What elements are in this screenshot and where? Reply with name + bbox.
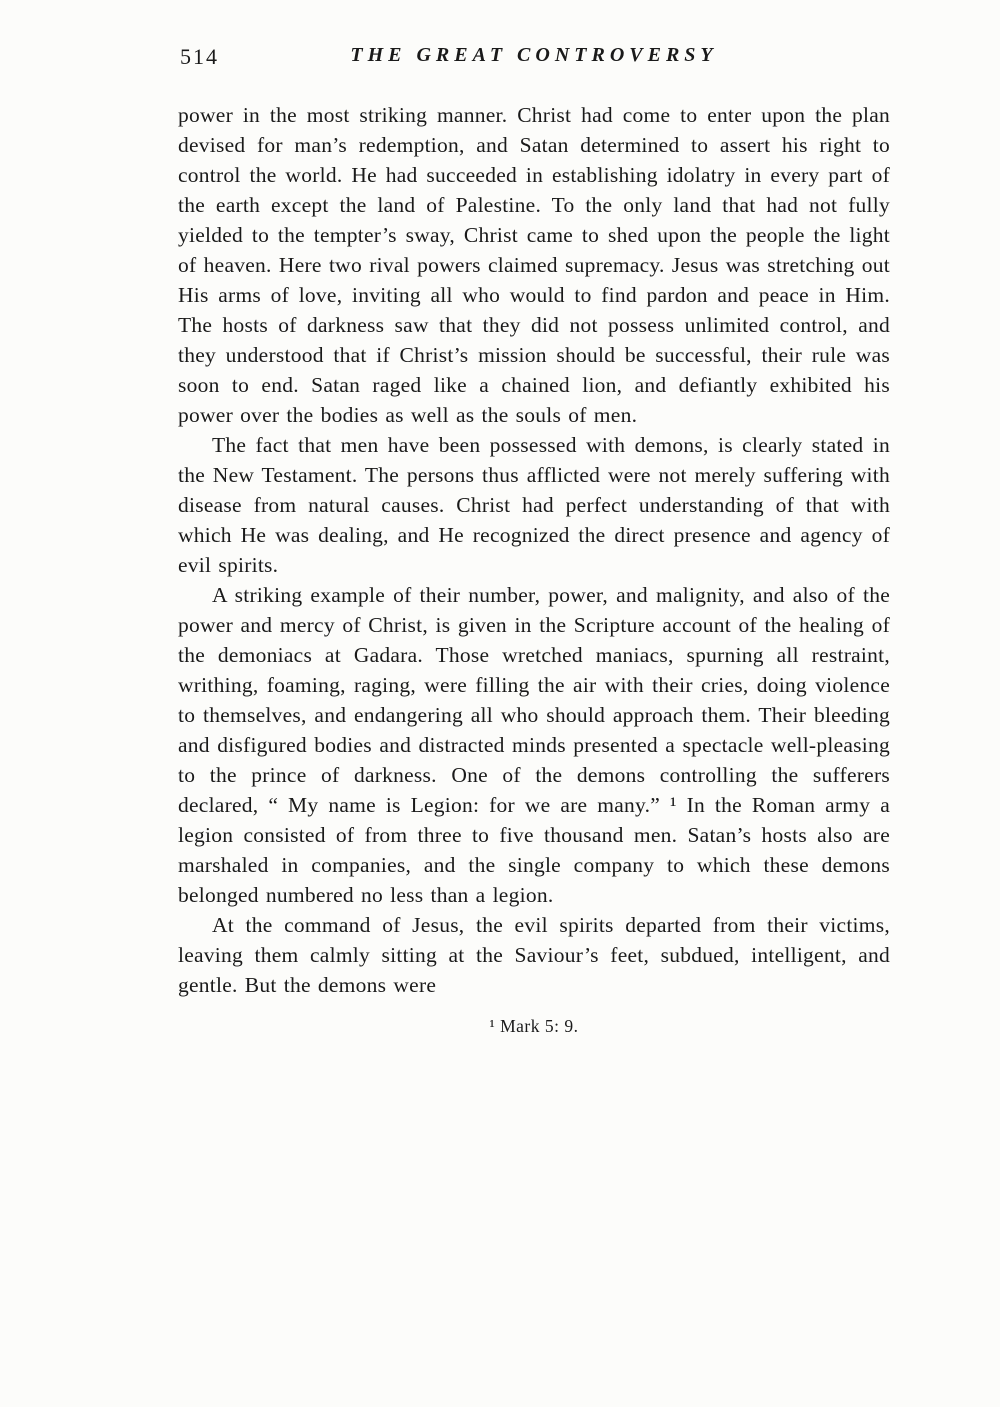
page-body: [178, 100, 890, 1000]
page-number: 514: [180, 44, 219, 69]
footnote: ¹ Mark 5: 9.: [489, 1016, 579, 1036]
paragraph: At the command of Jesus, the evil spirits departed from their victims, leaving them calmly sitting at the Saviour’s feet, subdued, intelligent, and gentle. But the demons were: [178, 913, 890, 997]
paragraph: power in the most striking manner. Christ had come to enter upon the plan devised for man’s redemption, and Satan determined to assert his right to control the world. He had succeeded in establishing idolatry in every part of the earth except the land of Palestine. To the only land that had not fully yielded to the tempter’s sway, Christ came to shed upon the people the light of heaven. Here two rival powers claimed supremacy. Jesus was stretching out His arms of love, inviting all who would to find pardon and peace in Him. The hosts of darkness saw that they did not possess unlimited control, and they understood that if Christ’s mission should be successful, their rule was soon to end. Satan raged like a chained lion, and defiantly exhibited his power over the bodies as well as the souls of men.: [178, 103, 890, 427]
running-title: THE GREAT CONTROVERSY: [350, 44, 718, 66]
paragraph: A striking example of their number, power, and malignity, and also of the power and mercy of Christ, is given in the Scripture account of the healing of the demoniacs at Gadara. Those wretched maniacs, spurning all restraint, writhing, foaming, raging, were filling the air with their cries, doing violence to themselves, and endangering all who should approach them. Their bleeding and disfigured bodies and distracted minds presented a spectacle well-pleasing to the prince of darkness. One of the demons controlling the sufferers declared, “ My name is Legion: for we are many.” ¹ In the Roman army a legion consisted of from three to five thousand men. Satan’s hosts also are marshaled in companies, and the single company to which these demons belonged numbered no less than a legion.: [178, 583, 890, 907]
page-header: [178, 42, 890, 74]
paragraph: The fact that men have been possessed with demons, is clearly stated in the New Testament. The persons thus afflicted were not merely suffering with disease from natural causes. Christ had perfect understanding of that with which He was dealing, and He recognized the direct presence and agency of evil spirits.: [178, 433, 890, 577]
